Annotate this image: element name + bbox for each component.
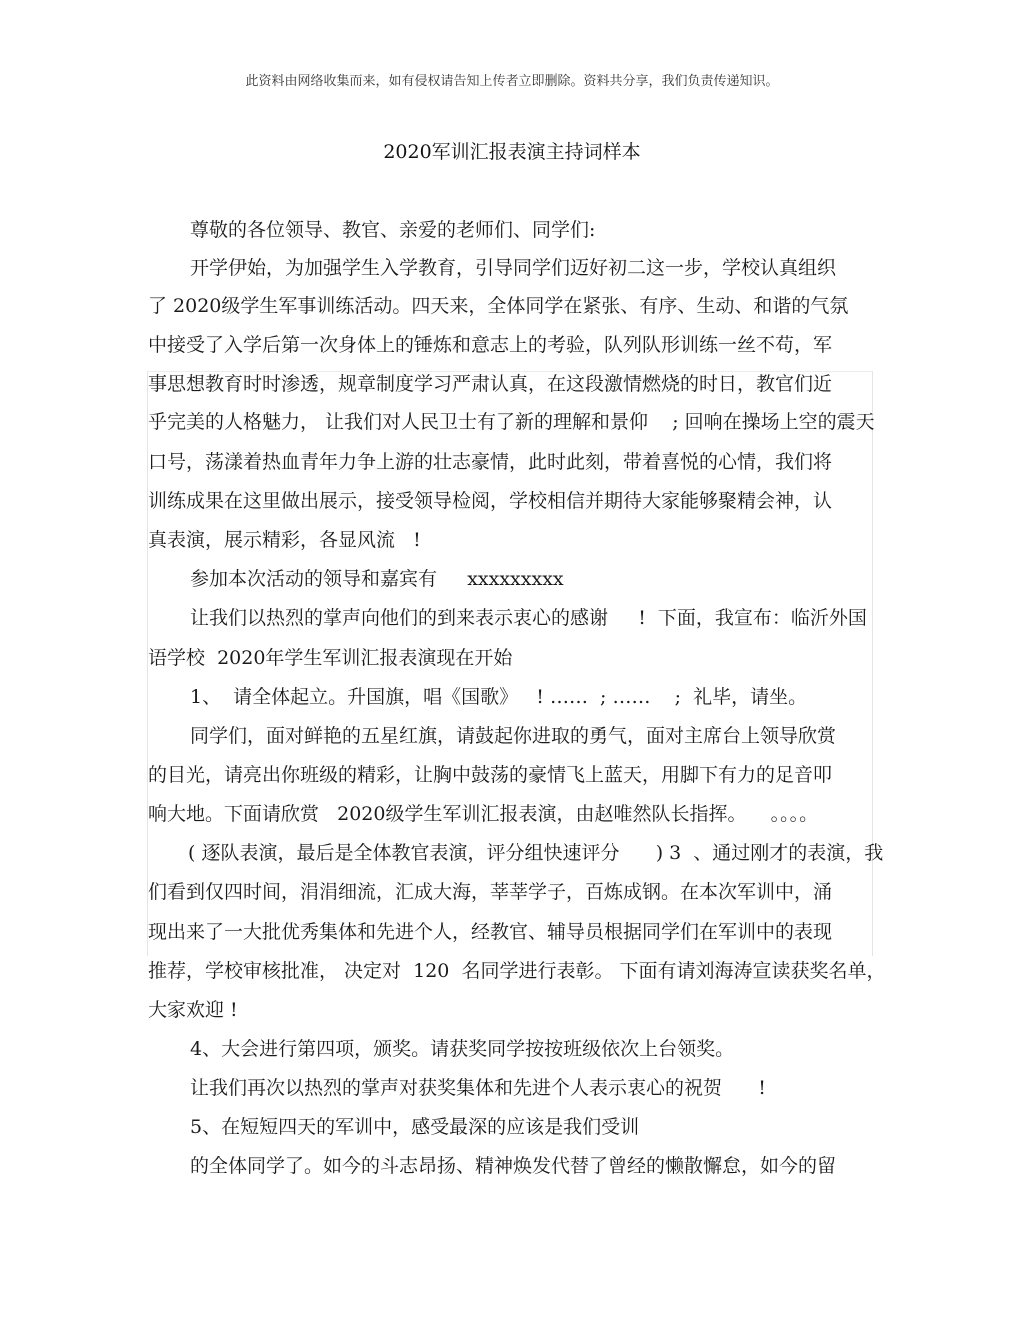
step-3-line: ( 逐队表演，最后是全体教官表演，评分组快速评分 ) 3 、通过刚才的表演，我 <box>188 842 884 864</box>
body-line: 口号，荡漾着热血青年力争上游的壮志豪情，此时此刻，带着喜悦的心情，我们将 <box>148 451 833 473</box>
body-line: 事思想教育时时渗透，规章制度学习严肃认真，在这段激情燃烧的时日，教官们近 <box>148 373 833 395</box>
body-line: 现出来了一大批优秀集体和先进个人，经教官、辅导员根据同学们在军训中的表现 <box>148 921 833 943</box>
guests-line: 参加本次活动的领导和嘉宾有 xxxxxxxxx <box>190 568 564 590</box>
salutation-line: 尊敬的各位领导、教官、亲爱的老师们、同学们: <box>190 219 596 241</box>
body-line: 训练成果在这里做出展示，接受领导检阅，学校相信并期待大家能够聚精会神，认 <box>148 490 833 512</box>
body-line: 开学伊始，为加强学生入学教育，引导同学们迈好初二这一步，学校认真组织 <box>190 257 837 279</box>
step-4-line: 4、大会进行第四项，颁奖。请获奖同学按按班级依次上台领奖。 <box>190 1038 735 1060</box>
body-line: 了 2020级学生军事训练活动。四天来，全体同学在紧张、有序、生动、和谐的气氛 <box>148 295 849 317</box>
body-line: 的目光，请亮出你班级的精彩，让胸中鼓荡的豪情飞上蓝天，用脚下有力的足音叩 <box>148 764 833 786</box>
document-title: 2020军训汇报表演主持词样本 <box>383 141 641 163</box>
body-line: 的全体同学了。如今的斗志昂扬、精神焕发代替了曾经的懒散懈怠，如今的留 <box>190 1155 837 1177</box>
body-line: 推荐，学校审核批准， 决定对 120 名同学进行表彰。 下面有请刘海涛宣读获奖名单， <box>148 960 886 982</box>
body-line: 让我们再次以热烈的掌声对获奖集体和先进个人表示衷心的祝贺 ! <box>190 1077 766 1099</box>
body-line: 让我们以热烈的掌声向他们的到来表示衷心的感谢 ! 下面，我宣布：临沂外国 <box>190 607 867 629</box>
body-line: 语学校 2020年学生军训汇报表演现在开始 <box>148 647 513 669</box>
body-line: 们看到仅四时间，涓涓细流，汇成大海，莘莘学子，百炼成钢。在本次军训中，涌 <box>148 881 833 903</box>
body-line: 真表演，展示精彩，各显风流 ! <box>148 529 421 551</box>
step-5-line: 5、在短短四天的军训中，感受最深的应该是我们受训 <box>190 1116 640 1138</box>
body-line: 大家欢迎 ! <box>148 999 238 1021</box>
body-line: 乎完美的人格魅力， 让我们对人民卫士有了新的理解和景仰 ; 回响在操场上空的震天 <box>148 411 875 433</box>
header-notice: 此资料由网络收集而来，如有侵权请告知上传者立即删除。资料共分享，我们负责传递知识。 <box>245 74 779 89</box>
body-line: 中接受了入学后第一次身体上的锤炼和意志上的考验，队列队形训练一丝不苟，军 <box>148 334 833 356</box>
body-line: 响大地。下面请欣赏 2020级学生军训汇报表演，由赵唯然队长指挥。 。。。。 <box>148 803 819 825</box>
step-1-line: 1、 请全体起立。升国旗，唱《国歌》 ! …… ; …… ; 礼毕，请坐。 <box>190 686 808 708</box>
body-line: 同学们，面对鲜艳的五星红旗，请鼓起你进取的勇气，面对主席台上领导欣赏 <box>190 725 837 747</box>
